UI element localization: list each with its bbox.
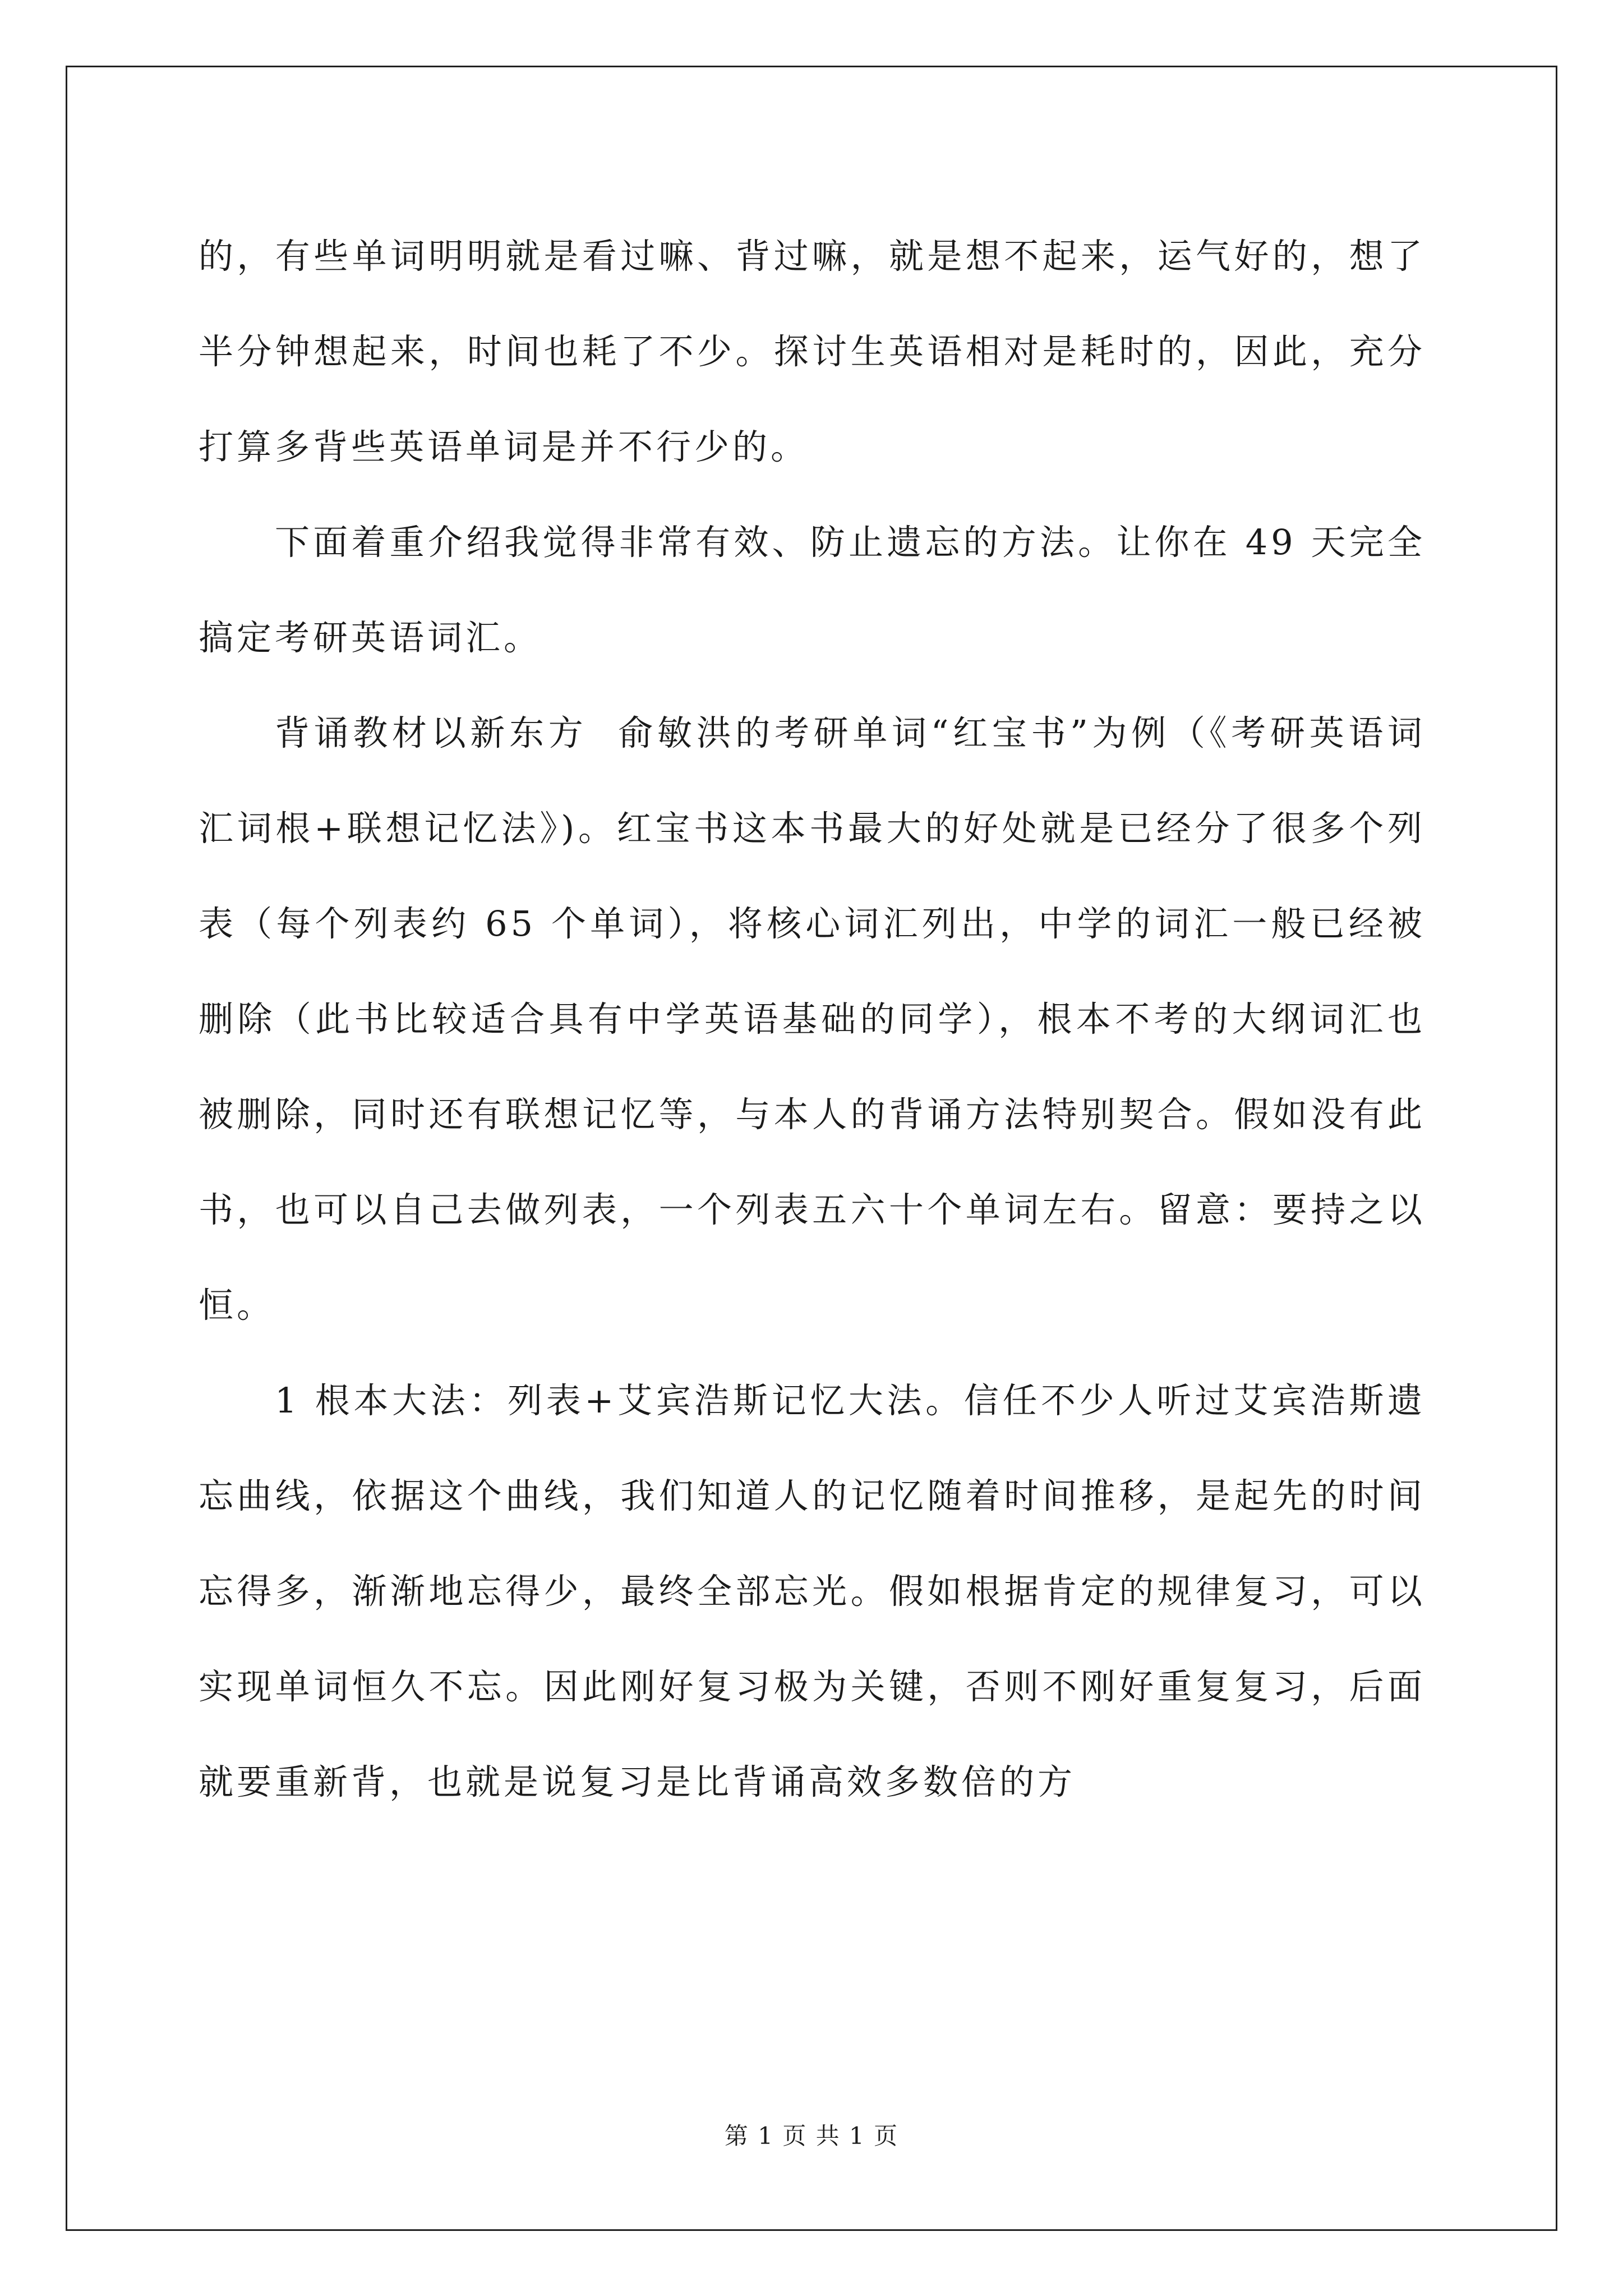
paragraph-continuation: 的，有些单词明明就是看过嘛、背过嘛，就是想不起来，运气好的，想了半分钟想起来，时间也耗了不少。探讨生英语相对是耗时的，因此，充分打算多背些英语单词是并不行少的。 xyxy=(199,236,1426,467)
paragraph-textbook: 背诵教材以新东方 俞敏洪的考研单词“红宝书”为例（《考研英语词汇词根+联想记忆法》)。红宝书这本书最大的好处就是已经分了很多个列表（每个列表约 65 个单词），将核心词汇列出，中学的词汇一般已经被删除（此书比较适合具有中学英语基础的同学），根本不考的大纲词汇也被删除，同时还有联想记忆等，与本人的背诵方法特别契合。假如没有此书，也可以自己去做列表，一个列表五六十个单词左右。留意：要持之以恒。 xyxy=(199,712,1426,1326)
paragraph-basic-method: 1 根本大法：列表+艾宾浩斯记忆大法。信任不少人听过艾宾浩斯遗忘曲线，依据这个曲线，我们知道人的记忆随着时间推移，是起先的时间忘得多，渐渐地忘得少，最终全部忘光。假如根据肯定的规律复习，可以实现单词恒久不忘。因此刚好复习极为关键，否则不刚好重复复习，后面就要重新背，也就是说复习是比背诵高效多数倍的方 xyxy=(199,1380,1426,1802)
page-footer: 第 1 页 共 1 页 xyxy=(724,2122,899,2150)
document-body xyxy=(199,209,1426,1830)
paragraph-method-intro: 下面着重介绍我觉得非常有效、防止遗忘的方法。让你在 49 天完全搞定考研英语词汇。 xyxy=(199,522,1426,658)
